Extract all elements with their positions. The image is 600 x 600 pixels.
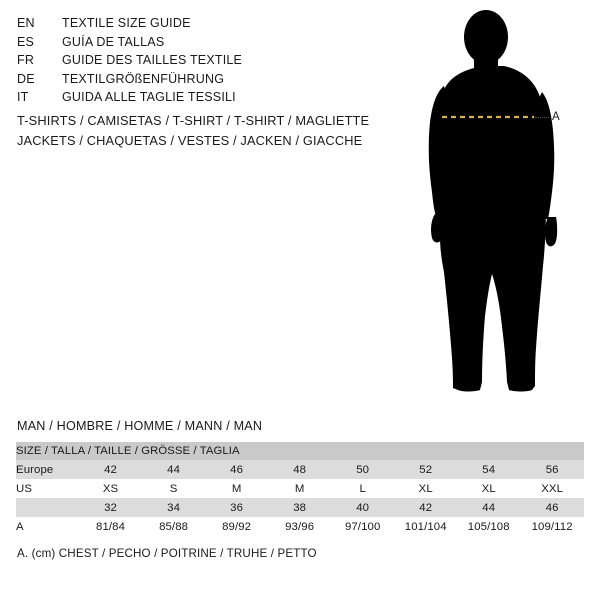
cell: 44 <box>142 460 205 479</box>
cell: 81/84 <box>79 517 142 536</box>
language-text: TEXTILE SIZE GUIDE <box>62 16 191 30</box>
language-row <box>17 90 377 109</box>
table-row <box>16 460 584 479</box>
cell: 93/96 <box>268 517 331 536</box>
cell: 36 <box>205 498 268 517</box>
garment-line-jackets: JACKETS / CHAQUETAS / VESTES / JACKEN / GIACCHE <box>17 132 363 148</box>
language-text: GUIDE DES TAILLES TEXTILE <box>62 53 243 68</box>
language-text: GUÍA DE TALLAS <box>62 34 165 49</box>
language-row <box>17 72 377 91</box>
cell: 42 <box>79 460 142 479</box>
cell: XXL <box>520 479 584 498</box>
cell: 42 <box>394 498 457 517</box>
cell: 85/88 <box>142 517 205 536</box>
cell: 105/108 <box>457 517 520 536</box>
cell: XL <box>457 479 520 498</box>
row-label <box>16 498 79 517</box>
cell: 97/100 <box>331 517 394 536</box>
cell: 54 <box>457 460 520 479</box>
silhouette-svg <box>400 10 600 410</box>
cell: 89/92 <box>205 517 268 536</box>
size-table <box>16 442 584 536</box>
cell: XS <box>79 479 142 498</box>
language-row <box>17 16 377 35</box>
cell: 38 <box>268 498 331 517</box>
cell: 48 <box>268 460 331 479</box>
cell: 109/112 <box>520 517 584 536</box>
language-row <box>17 53 377 72</box>
row-label: A <box>16 517 79 536</box>
cell: 34 <box>142 498 205 517</box>
garment-categories <box>17 111 437 150</box>
cell: M <box>268 479 331 498</box>
cell: XL <box>394 479 457 498</box>
language-row <box>17 35 377 54</box>
cell: L <box>331 479 394 498</box>
table-row <box>16 517 584 536</box>
language-code: IT <box>17 90 29 105</box>
table-header-label: SIZE / TALLA / TAILLE / GRÖSSE / TAGLIA <box>16 442 584 460</box>
footnote-chest-measure: A. (cm) CHEST / PECHO / POITRINE / TRUHE / PETTO <box>17 547 317 560</box>
garment-line-tshirts: T-SHIRTS / CAMISETAS / T-SHIRT / T-SHIRT / MAGLIETTE <box>17 113 370 128</box>
cell: 101/104 <box>394 517 457 536</box>
table-row <box>16 498 584 517</box>
table-row <box>16 479 584 498</box>
cell: 56 <box>520 460 584 479</box>
language-text: GUIDA ALLE TAGLIE TESSILI <box>62 90 236 105</box>
male-silhouette-figure <box>400 10 600 410</box>
cell: 32 <box>79 498 142 517</box>
table-header-row <box>16 442 584 460</box>
measure-leader-line <box>535 117 549 118</box>
language-code: EN <box>17 16 35 30</box>
language-text: TEXTILGRÖßENFÜHRUNG <box>62 71 225 86</box>
language-code: ES <box>17 34 35 49</box>
language-code: DE <box>17 71 35 86</box>
size-table-wrapper <box>16 442 584 536</box>
cell: M <box>205 479 268 498</box>
cell: 44 <box>457 498 520 517</box>
row-label: US <box>16 479 79 498</box>
cell: 46 <box>520 498 584 517</box>
measure-label-a: A <box>552 111 561 123</box>
language-code: FR <box>17 53 35 68</box>
row-label: Europe <box>16 460 79 479</box>
language-list <box>17 16 377 109</box>
cell: 52 <box>394 460 457 479</box>
cell: 46 <box>205 460 268 479</box>
cell: 40 <box>331 498 394 517</box>
table-section-title: MAN / HOMBRE / HOMME / MANN / MAN <box>17 419 263 433</box>
cell: 50 <box>331 460 394 479</box>
cell: S <box>142 479 205 498</box>
